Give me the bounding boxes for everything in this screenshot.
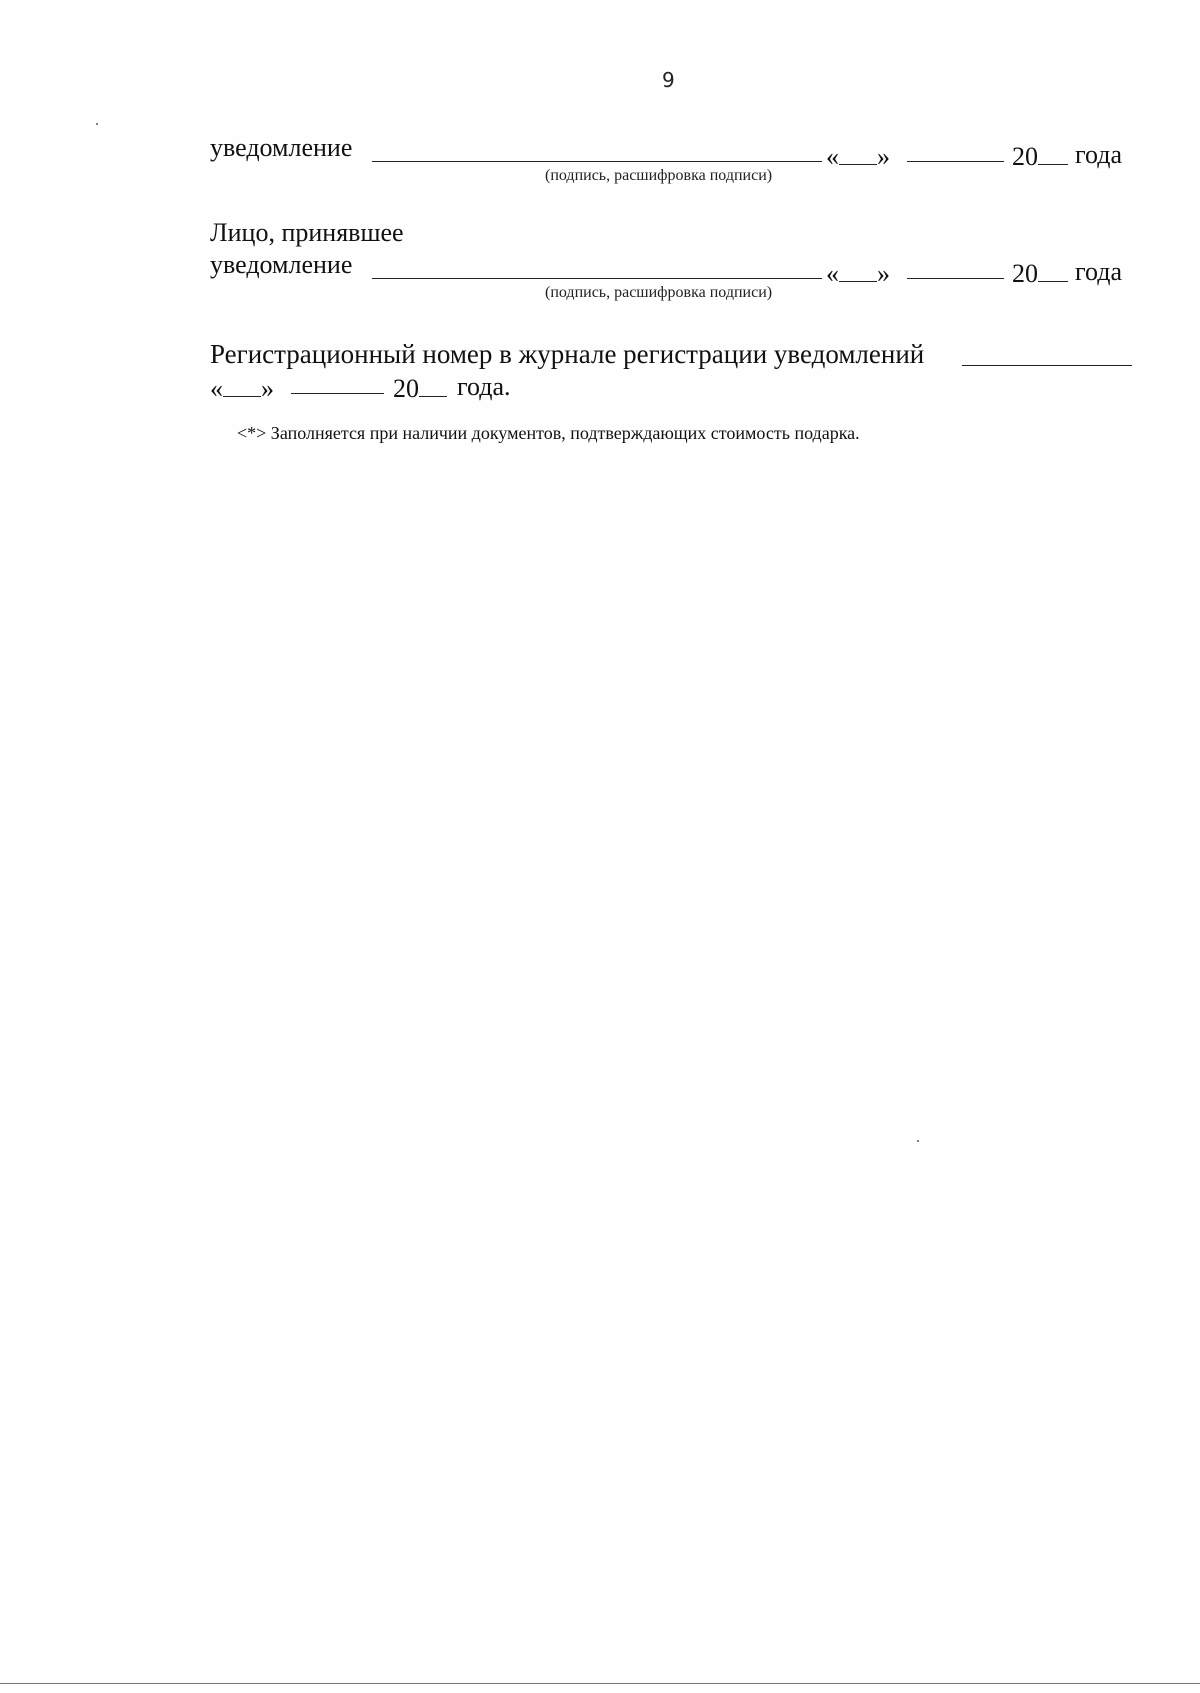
date-day-2 [826, 257, 890, 289]
quote-open: « [826, 259, 839, 288]
year-blank[interactable] [1038, 257, 1068, 282]
quote-open: « [826, 142, 839, 171]
year-1 [1012, 140, 1068, 172]
day-blank[interactable] [223, 372, 261, 397]
bottom-scan-edge [0, 1683, 1200, 1684]
day-blank[interactable] [839, 140, 877, 165]
year-prefix: 20 [1012, 259, 1038, 288]
year-suffix-2: года [1075, 257, 1123, 286]
month-blank-1[interactable] [907, 137, 1004, 169]
day-blank[interactable] [839, 257, 877, 282]
quote-open: « [210, 374, 223, 403]
date-day-1 [826, 140, 890, 172]
receiver-title: Лицо, принявшее [210, 218, 404, 247]
signature-caption-2: (подпись, расшифровка подписи) [545, 284, 773, 301]
signature-blank-1[interactable] [372, 137, 822, 169]
registration-year-suffix: года. [457, 372, 511, 401]
scan-speck [96, 123, 98, 125]
quote-close: » [261, 374, 274, 403]
quote-close: » [877, 259, 890, 288]
registration-date [210, 372, 274, 404]
signature-blank-2[interactable] [372, 254, 822, 286]
year-prefix: 20 [1012, 142, 1038, 171]
year-suffix-1: года [1075, 140, 1123, 169]
notification-label-2: уведомление [210, 250, 353, 279]
year-2 [1012, 257, 1068, 289]
year-prefix: 20 [393, 374, 419, 403]
registration-number-blank[interactable] [962, 341, 1132, 373]
registration-month-blank[interactable] [291, 369, 384, 401]
registration-year [393, 372, 447, 404]
year-blank[interactable] [1038, 140, 1068, 165]
page-number: 9 [662, 68, 675, 92]
quote-close: » [877, 142, 890, 171]
scan-speck [917, 1140, 919, 1142]
notification-label-1: уведомление [210, 133, 353, 162]
month-blank-2[interactable] [907, 254, 1004, 286]
year-blank[interactable] [419, 372, 447, 397]
registration-label: Регистрационный номер в журнале регистрации уведомлений [210, 339, 925, 369]
footnote: <*> Заполняется при наличии документов, подтверждающих стоимость подарка. [237, 423, 860, 443]
signature-caption-1: (подпись, расшифровка подписи) [545, 167, 773, 184]
